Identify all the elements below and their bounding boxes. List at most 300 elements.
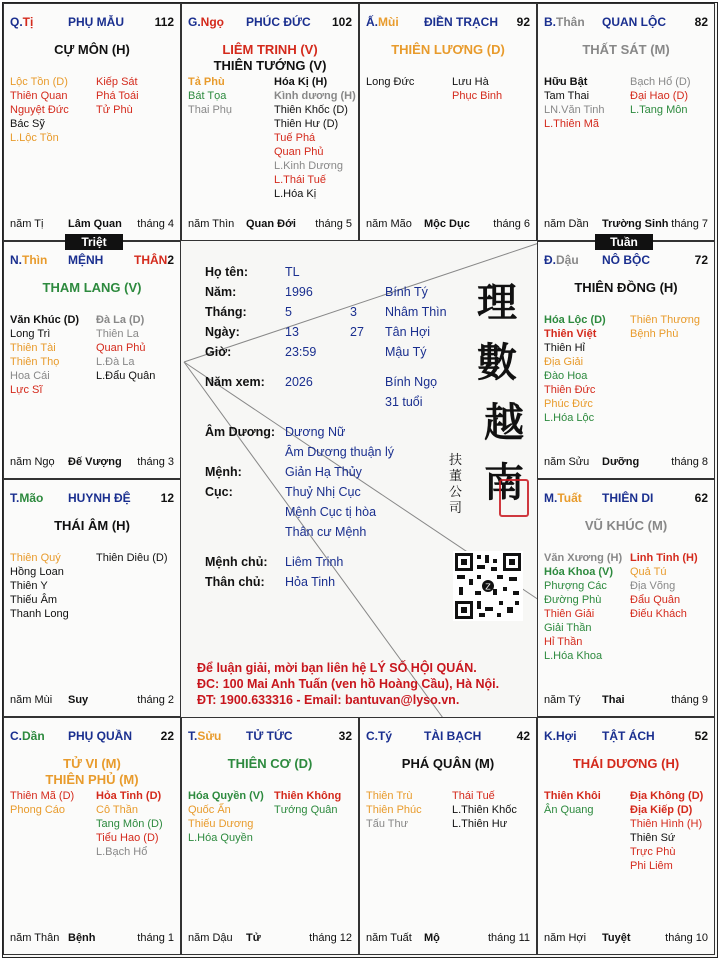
palace-branch: Dậu [556, 253, 579, 267]
palace-branch: Tuất [557, 491, 582, 505]
palace-month: tháng 1 [137, 932, 174, 944]
palace-month: tháng 5 [315, 218, 352, 230]
palace-branch: Mão [19, 491, 44, 505]
minor-stars-left [10, 551, 69, 621]
palace-branch: Sửu [197, 729, 222, 743]
minor-stars-right [96, 75, 139, 117]
palace-year: năm Hợi [544, 932, 587, 944]
main-star: VŨ KHÚC (M) [584, 518, 668, 533]
minor-star: Địa Võng [630, 580, 676, 592]
minor-stars-right [274, 789, 341, 817]
palace-stage: Mộc Dục [424, 218, 470, 230]
main-star: THÁI ÂM (H) [54, 518, 130, 533]
palace-header [10, 15, 176, 31]
center-info-panel [183, 243, 539, 719]
palace-year: năm Mùi [10, 694, 53, 706]
month-label: Tháng: [205, 305, 247, 319]
palace-tuat[interactable] [537, 479, 715, 717]
palace-year: năm Mão [366, 218, 412, 230]
minor-star: Đà La (D) [96, 314, 145, 326]
palace-mao[interactable] [3, 479, 181, 717]
palace-stem: Ấ. [366, 15, 378, 29]
cuc-value: Thuỷ Nhị Cục [285, 485, 361, 499]
palace-header [366, 15, 532, 31]
palace-position [544, 729, 577, 743]
palace-position [188, 15, 224, 29]
minor-star: Tiểu Hao (D) [96, 832, 159, 844]
minor-star: L.Hóa Kị [274, 188, 317, 200]
palace-name: ĐIỀN TRẠCH [424, 15, 498, 29]
minor-star: Hóa Khoa (V) [544, 566, 614, 578]
palace-number: 82 [694, 15, 708, 29]
palace-ngo[interactable] [181, 3, 359, 241]
palace-stage: Suy [68, 694, 89, 706]
minor-stars-right [452, 789, 517, 831]
minor-stars-left [10, 789, 74, 817]
minor-star: Thai Phụ [188, 104, 233, 116]
palace-stem: B. [544, 15, 556, 29]
cuc-label: Cục: [205, 485, 233, 499]
palace-header [188, 729, 354, 745]
minor-star: Bệnh Phù [630, 328, 679, 340]
palace-stem: T. [10, 491, 20, 505]
minor-star: Điếu Khách [630, 608, 687, 620]
minor-star: Thiên Khôi [544, 790, 601, 802]
minor-star: Quả Tú [630, 566, 667, 578]
minor-star: Đào Hoa [544, 370, 588, 382]
minor-star: Ân Quang [544, 804, 594, 816]
minor-star: Kiếp Sát [96, 76, 138, 88]
main-stars [538, 42, 714, 58]
palace-year: năm Thìn [188, 218, 235, 230]
calligraphy-side-text: 扶 董 公 司 [449, 453, 463, 516]
qr-code [453, 551, 523, 621]
minor-star: Lưu Hà [452, 76, 489, 88]
palace-stem: C. [366, 729, 378, 743]
minor-star: Văn Xương (H) [544, 552, 623, 564]
minor-star: Đại Hao (D) [630, 90, 689, 102]
name-value: TL [285, 265, 300, 279]
triet-tag: Triệt [65, 234, 123, 250]
palace-footer [10, 694, 176, 708]
palace-position [544, 491, 582, 505]
palace-stage: Mộ [424, 932, 440, 944]
palace-stage: Tuyệt [602, 932, 631, 944]
palace-year: năm Tị [10, 218, 44, 230]
minor-star: L.Lộc Tồn [10, 132, 59, 144]
minor-star: Phượng Các [544, 580, 607, 592]
menh-label: Mệnh: [205, 465, 242, 479]
palace-position [10, 491, 43, 505]
palace-number: 42 [516, 729, 530, 743]
palace-header [10, 491, 176, 507]
main-stars [182, 756, 358, 772]
red-seal-stamp [499, 479, 529, 517]
minor-star: Bác Sỹ [10, 118, 45, 130]
palace-number: 32 [338, 729, 352, 743]
palace-name: TẬT ÁCH [602, 729, 655, 743]
palace-stage: Tử [246, 932, 261, 944]
contact-line-3: ĐT: 1900.633316 - Email: bantuvan@lyso.vn. [197, 693, 460, 707]
month-lunar-num: 3 [350, 305, 357, 319]
palace-position [544, 253, 579, 267]
palace-position [366, 15, 399, 29]
palace-stem: N. [10, 253, 22, 267]
palace-header [10, 253, 176, 269]
palace-ty[interactable] [359, 717, 537, 955]
minor-star: Phi Liêm [630, 860, 673, 872]
palace-footer [544, 694, 710, 708]
minor-stars-right [630, 551, 698, 621]
palace-number: 2 [167, 253, 174, 267]
palace-footer [544, 932, 710, 946]
palace-month: tháng 10 [665, 932, 708, 944]
minor-star: Thiên Phúc [366, 804, 422, 816]
palace-year: năm Thân [10, 932, 60, 944]
main-star: THIÊN ĐỒNG (H) [574, 280, 678, 295]
minor-star: L.Thái Tuế [274, 174, 326, 186]
palace-stage: Quan Đới [246, 218, 296, 230]
view-year-lunar: Bính Ngọ [385, 375, 438, 389]
palace-branch: Thân [556, 15, 585, 29]
palace-number: 52 [694, 729, 708, 743]
palace-name: HUYNH ĐỆ [68, 491, 131, 505]
minor-star: Thiếu Âm [10, 594, 58, 606]
minor-stars-right [630, 789, 703, 873]
palace-month: tháng 6 [493, 218, 530, 230]
amduong-note: Âm Dương thuận lý [285, 445, 394, 459]
minor-star: Thiên Giải [544, 608, 595, 620]
main-stars [360, 42, 536, 58]
minor-star: Thiên Hỉ [544, 342, 585, 354]
palace-footer [188, 932, 354, 946]
palace-stem: M. [544, 491, 558, 505]
main-star: THẤT SÁT (M) [582, 42, 670, 57]
palace-dau[interactable] [537, 241, 715, 479]
day-value: 13 [285, 325, 299, 339]
minor-star: Linh Tinh (H) [630, 552, 698, 564]
minor-star: LN.Văn Tinh [544, 104, 605, 116]
minor-star: Phong Cáo [10, 804, 66, 816]
minor-stars-right [96, 313, 155, 383]
qr-logo-icon: Z [485, 582, 491, 592]
palace-number: 12 [160, 491, 174, 505]
palace-position [188, 729, 221, 743]
palace-footer [10, 456, 176, 470]
palace-branch: Thìn [22, 253, 48, 267]
minor-stars-left [366, 789, 422, 831]
minor-star: Thái Tuế [452, 790, 495, 802]
palace-month: tháng 11 [487, 932, 530, 944]
palace-number: 22 [160, 729, 174, 743]
palace-header [544, 15, 710, 31]
minor-star: Địa Không (D) [630, 790, 704, 802]
palace-number: 102 [331, 15, 352, 29]
minor-stars-left [10, 313, 79, 397]
minor-star: Tam Thai [544, 90, 590, 102]
minor-star: Long Trì [10, 328, 51, 340]
palace-stem: Q. [10, 15, 23, 29]
minor-star: Hữu Bật [544, 76, 588, 88]
minor-star: Thiếu Dương [188, 818, 254, 830]
palace-branch: Ngọ [200, 15, 224, 29]
cuc-note-1: Mệnh Cục tị hòa [285, 505, 377, 519]
menh-chu-label: Mệnh chủ: [205, 555, 268, 569]
minor-star: Thiên Quý [10, 552, 61, 564]
palace-year: năm Ngọ [10, 456, 55, 468]
minor-star: Văn Khúc (D) [10, 314, 80, 326]
minor-star: Hoa Cái [10, 370, 50, 382]
palace-stage: Thai [602, 694, 625, 706]
palace-header [544, 491, 710, 507]
minor-star: Phúc Đức [544, 398, 593, 410]
main-star: THIÊN CƠ (D) [227, 756, 313, 771]
palace-month: tháng 9 [671, 694, 708, 706]
minor-star: Tướng Quân [274, 804, 338, 816]
minor-star: L.Hóa Lộc [544, 412, 595, 424]
main-stars [538, 756, 714, 772]
palace-header [10, 729, 176, 745]
minor-stars-left [544, 551, 622, 663]
minor-star: L.Thiên Khốc [452, 804, 517, 816]
palace-stage: Dưỡng [602, 456, 640, 468]
main-stars [4, 280, 180, 296]
minor-star: Thiên Thương [630, 314, 701, 326]
minor-star: Long Đức [366, 76, 415, 88]
minor-star: Bạch Hổ (D) [630, 76, 691, 88]
minor-star: Lực Sĩ [10, 384, 43, 396]
palace-thin[interactable] [3, 241, 181, 479]
minor-star: Hóa Lộc (D) [544, 314, 606, 326]
palace-year: năm Sửu [544, 456, 590, 468]
palace-branch: Mùi [378, 15, 399, 29]
palace-footer [366, 218, 532, 232]
than-chu-label: Thân chủ: [205, 575, 265, 589]
minor-star: Thiên Đức [544, 384, 596, 396]
day-label: Ngày: [205, 325, 240, 339]
main-stars [538, 280, 714, 296]
minor-star: Địa Giải [544, 356, 584, 368]
contact-line-1: Để luận giải, mời bạn liên hệ LÝ SỐ HỘI QUÁN. [197, 661, 477, 675]
main-stars [538, 518, 714, 534]
hour-label: Giờ: [205, 345, 232, 359]
main-stars [4, 756, 180, 788]
calligraphy-char-1: 理 [477, 279, 517, 326]
minor-star: Địa Kiếp (D) [630, 804, 693, 816]
palace-branch: Dần [22, 729, 45, 743]
minor-star: Nguyệt Đức [10, 104, 69, 116]
minor-star: Phá Toái [96, 90, 139, 102]
calligraphy-char-3: 越 [484, 399, 524, 446]
palace-than[interactable] [537, 3, 715, 241]
minor-star: Tuế Phá [274, 132, 316, 144]
palace-name: QUAN LỘC [602, 15, 666, 29]
minor-stars-right [630, 313, 700, 341]
than-chu-value: Hỏa Tinh [285, 575, 336, 589]
palace-name: TỬ TỨC [246, 729, 293, 743]
palace-name: NÔ BỘC [602, 253, 650, 267]
year-value: 1996 [285, 285, 313, 299]
minor-star: Tả Phù [188, 76, 225, 88]
palace-year: năm Tý [544, 694, 581, 706]
minor-star: L.Đẩu Quân [96, 370, 156, 382]
minor-star: Thiên Thọ [10, 356, 60, 368]
palace-dan[interactable] [3, 717, 181, 955]
palace-name: PHỤ MẪU [68, 15, 124, 29]
palace-footer [366, 932, 532, 946]
palace-month: tháng 3 [137, 456, 174, 468]
palace-stem: Đ. [544, 253, 556, 267]
minor-star: Quốc Ấn [188, 804, 231, 816]
main-star: PHÁ QUÂN (M) [401, 756, 495, 771]
palace-position [10, 253, 47, 267]
main-star: CỰ MÔN (H) [54, 42, 130, 57]
day-lunar-num: 27 [350, 325, 364, 339]
minor-star: Phục Binh [452, 90, 503, 102]
palace-stage: Bệnh [68, 932, 96, 944]
minor-stars-left [10, 75, 69, 145]
minor-star: Hồng Loan [10, 566, 64, 578]
palace-stage: Trường Sinh [602, 218, 669, 230]
palace-stem: K. [544, 729, 556, 743]
minor-star: Cô Thần [96, 804, 138, 816]
minor-star: Bát Tọa [188, 90, 227, 102]
minor-stars-left [188, 75, 232, 117]
palace-header [544, 729, 710, 745]
minor-star: Thiên Không [274, 790, 342, 802]
minor-star: Thiên Khốc (D) [274, 104, 348, 116]
minor-stars-right [96, 789, 163, 859]
palace-month: tháng 4 [137, 218, 174, 230]
menh-chu-value: Liêm Trinh [285, 555, 344, 569]
palace-stem: C. [10, 729, 22, 743]
palace-position [366, 729, 392, 743]
palace-stage: Lâm Quan [68, 218, 122, 230]
view-year-value: 2026 [285, 375, 313, 389]
main-stars [4, 42, 180, 58]
minor-star: Hỏa Tinh (D) [96, 790, 162, 802]
palace-footer [10, 932, 176, 946]
month-lunar: Nhâm Thìn [385, 305, 447, 319]
palace-month: tháng 2 [137, 694, 174, 706]
main-stars [4, 518, 180, 534]
palace-name: THIÊN DI [602, 491, 654, 505]
year-lunar: Bính Tý [385, 285, 428, 299]
main-star: THAM LANG (V) [42, 280, 142, 295]
palace-number: 62 [694, 491, 708, 505]
palace-branch: Tý [378, 729, 393, 743]
palace-branch: Hợi [556, 729, 577, 743]
main-star: THIÊN PHỦ (M) [45, 772, 139, 787]
minor-star: Tang Môn (D) [96, 818, 163, 830]
palace-mui[interactable] [359, 3, 537, 241]
minor-star: Thiên Diêu (D) [96, 552, 168, 564]
year-label: Năm: [205, 285, 237, 299]
palace-footer [188, 218, 354, 232]
minor-star: Thiên Y [10, 580, 48, 592]
calligraphy-title [467, 273, 527, 513]
minor-star: Quan Phủ [274, 146, 324, 158]
calligraphy-char-4: 南 [484, 459, 524, 506]
palace-number: 112 [154, 15, 174, 29]
palace-ti[interactable] [3, 3, 181, 241]
palace-footer [10, 218, 176, 232]
main-star: THIÊN TƯỚNG (V) [213, 58, 327, 73]
palace-position [10, 729, 45, 743]
name-label: Họ tên: [205, 265, 249, 279]
minor-stars-left [544, 789, 601, 817]
menh-value: Giản Hạ Thủy [285, 465, 362, 479]
horoscope-board [2, 2, 718, 958]
palace-position [10, 15, 33, 29]
minor-stars-right [452, 75, 502, 103]
minor-star: L.Hóa Quyền [188, 832, 253, 844]
minor-star: Thiên Trù [366, 790, 413, 802]
palace-than-marker: THÂN [134, 253, 168, 267]
palace-number: 92 [516, 15, 530, 29]
palace-branch: Tị [22, 15, 34, 29]
palace-month: tháng 12 [309, 932, 352, 944]
palace-hoi[interactable] [537, 717, 715, 955]
minor-star: Thiên La [96, 328, 139, 340]
minor-star: Hóa Kị (H) [274, 76, 328, 88]
minor-star: L.Kinh Dương [274, 160, 344, 172]
palace-year: năm Dậu [188, 932, 233, 944]
minor-star: Đường Phù [544, 594, 602, 606]
main-star: LIÊM TRINH (V) [222, 42, 318, 57]
minor-stars-left [366, 75, 414, 89]
minor-stars-left [544, 313, 606, 425]
minor-star: Thiên Tài [10, 342, 56, 354]
minor-star: L.Hóa Khoa [544, 650, 603, 662]
palace-suu[interactable] [181, 717, 359, 955]
minor-star: Thiên Quan [10, 90, 68, 102]
age-value: 31 tuổi [385, 395, 423, 409]
palace-month: tháng 8 [671, 456, 708, 468]
palace-header [188, 15, 354, 31]
minor-star: Hóa Quyền (V) [188, 790, 264, 802]
minor-star: Lộc Tồn (D) [10, 76, 68, 88]
palace-year: năm Dần [544, 218, 589, 230]
minor-star: Đẩu Quân [630, 594, 681, 606]
minor-star: Thanh Long [10, 608, 69, 620]
minor-star: Kình dương (H) [274, 90, 356, 102]
palace-stem: G. [188, 15, 201, 29]
palace-name: MỆNH [68, 253, 104, 267]
palace-name: TÀI BẠCH [424, 729, 482, 743]
minor-star: Quan Phủ [96, 342, 146, 354]
palace-position [544, 15, 585, 29]
palace-month: tháng 7 [671, 218, 708, 230]
hour-value: 23:59 [285, 345, 317, 359]
palace-footer [544, 456, 710, 470]
minor-star: Trực Phù [630, 846, 676, 858]
palace-year: năm Tuất [366, 932, 412, 944]
main-stars [360, 756, 536, 772]
minor-star: Hỉ Thần [544, 636, 583, 648]
minor-stars-left [544, 75, 605, 131]
minor-star: Tử Phù [96, 104, 133, 116]
palace-name: PHỤ QUẦN [68, 729, 133, 743]
contact-line-2: ĐC: 100 Mai Anh Tuấn (ven hồ Hoàng Cầu), Hà Nội. [197, 677, 500, 691]
minor-stars-left [188, 789, 264, 845]
palace-header [366, 729, 532, 745]
palace-stem: T. [188, 729, 198, 743]
minor-star: L.Tang Môn [630, 104, 688, 116]
amduong-value: Dương Nữ [285, 425, 346, 439]
main-star: THÁI DƯƠNG (H) [572, 756, 680, 771]
minor-star: L.Thiên Hư [452, 818, 508, 830]
